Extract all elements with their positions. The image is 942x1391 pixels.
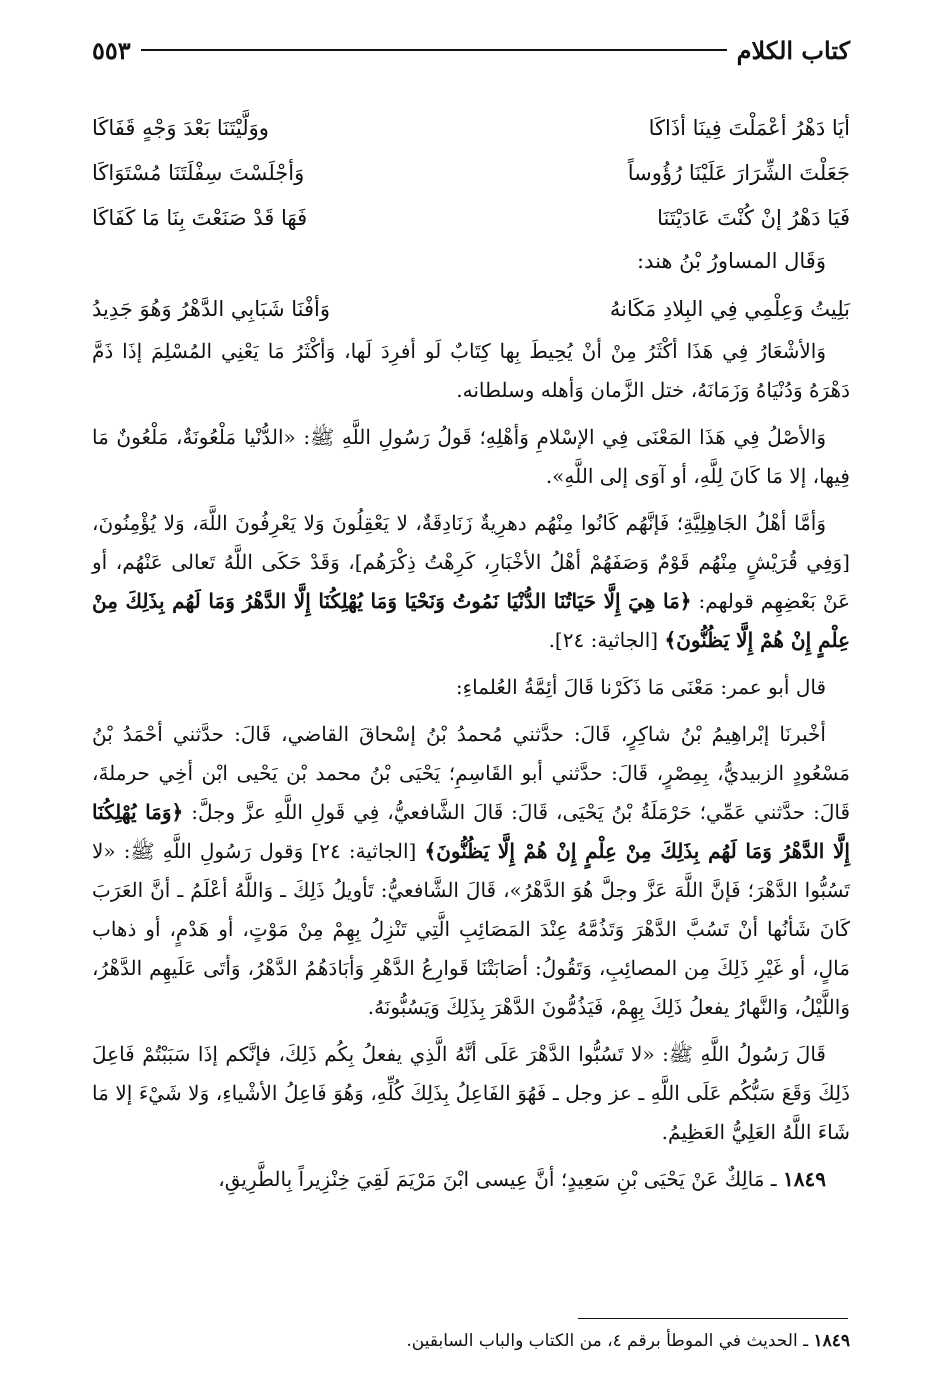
book-title: كتاب الكلام [736, 35, 850, 65]
quran-quote: ﴿مَا هِيَ إِلَّا حَيَاتُنَا الدُّنْيَا نَمُوتُ وَنَحْيَا وَمَا يُهْلِكُنَا إِلَّا الدَّهْرُ وَمَا لَهُم بِذَلِكَ مِنْ عِلْمٍ إِنْ هُمْ إِلَّا يَظُنُّونَ﴾ [92, 589, 850, 652]
verse-first-hemistich: بَلِيتُ وَعِلْمِي فِي البِلادِ مَكَانهُ [609, 297, 850, 321]
section-heading: قال أبو عمر: مَعْنَى مَا ذَكَرْنا قَالَ أئِمَّةُ العُلماءِ: [455, 675, 826, 699]
footnote-text: ـ الحديث في الموطأ برقم ٤، من الكتاب والباب السابقين. [406, 1331, 809, 1351]
footnote-number: ١٨٤٩ [813, 1331, 850, 1351]
paragraph-text: أخْبرنَا إبْراهِيمُ بْنُ شاكِرٍ، قَالَ: حدَّثني مُحمدُ بْنُ إسْحاقَ القاضي، قَالَ: حدَّثني أحْمَدُ بْنُ مَسْعُودٍ الزبيديُّ، بِمِصْرٍ، قَالَ: حدَّثني أبو القَاسِمِ؛ يَحْيَى بْنُ محمد بْن يَحْيى ابْن أخِي حرملةَ، قَالَ: حدَّثني عَمِّي؛ حَرْمَلَةُ بْنُ يَحْيَى، قَالَ: قَالَ الشَّافعيُّ، فِي قَولِ اللَّهِ عزَّ وجلَّ: [92, 722, 851, 824]
hadith-entry [92, 1160, 850, 1199]
paragraph [92, 715, 850, 1027]
verse-second-hemistich: فَهَا قَدْ صَنَعْتَ بِنَا مَا كَفَاكَا [92, 206, 308, 230]
verse-second-hemistich: ووَلَّيْتَنَا بَعْدَ وَجْهٍ قَفَاكَا [92, 116, 269, 140]
verse-second-hemistich: وَأجْلَسْتَ سِفْلَتَنَا مُسْتَوَاكَا [92, 161, 305, 185]
verse-second-hemistich: وَأفْنَا شَبَابِي الدَّهْرُ وَهُوَ جَدِيدُ [92, 297, 330, 321]
footnote-rule [578, 1318, 848, 1319]
verse-line [92, 151, 850, 196]
paragraph: قَالَ رَسُولُ اللَّهِ ﷺ: «لا تَسُبُّوا الدَّهْرَ عَلَى أنَّهُ الَّذِي يفعلُ بِكُم ذَلِكَ، فإنَّكم إذَا سَبَبْتُمْ فَاعِلَ ذَلِكَ وَقَعَ سَبُّكُم عَلَى اللَّهِ ـ عز وجل ـ فَهُوَ الفَاعِلُ بِذَلِكَ كُلِّهِ، وَهُوَ فَاعِلُ الأشْياءِ، وَلا شَيْءَ إلا مَا شَاءَ اللَّهُ العَلِيُّ العَظِيمُ. [92, 1042, 850, 1144]
header-rule [141, 49, 727, 51]
page-header [92, 30, 850, 70]
hadith-text: ـ مَالِكٌ عَنْ يَحْيَى بْنِ سَعِيدٍ؛ أنَّ عِيسى ابْنَ مَرْيَمَ لَقِيَ خِنْزِيراً بِالطَّرِيقِ، [218, 1167, 777, 1191]
quran-reference: [الجاثية: ٢٤]. [548, 628, 659, 652]
page-content [92, 106, 850, 1207]
hadith-number: ١٨٤٩ [783, 1167, 826, 1191]
quran-quote: ﴿وَمَا يُهْلِكُنَا إِلَّا الدَّهْرُ وَمَا لَهُم بِذَلِكَ مِنْ عِلْمٍ إِنْ هُمْ إِلَّا يَظُنُّونَ﴾ [92, 800, 850, 863]
footnote [92, 1326, 850, 1356]
verse-line [92, 287, 850, 332]
paragraph-text: [الجاثية: ٢٤] وَقول رَسُولِ اللَّهِ ﷺ: «لا تَسُبُّوا الدَّهْرَ؛ فَإنَّ اللَّهَ عَزَّ وجلَّ هُوَ الدَّهْرُ»، قَالَ الشَّافعيُّ: تَأويلُ ذَلِكَ ـ وَاللَّهُ أعْلَمُ ـ أنَّ العَرَبَ كَانَ شَأنُها أنْ تَسُبَّ الدَّهْرَ وَتَذُمَّهُ عِنْدَ المَصَائِبِ الَّتِي تَنْزِلُ بِهِمْ مِنْ مَوْتٍ، أو هَدْمٍ، أو ذهاب مَالٍ، أو غَيْرِ ذَلِكَ مِن المصائِبِ، وَتَقُولُ: أصَابَتْنَا قَوارِعُ الدَّهْرِ وَأبَادَهُمُ الدَّهْرُ، وَأتَى عَلَيهِم الدَّهْرُ، وَاللَّيْلُ، وَالنَّهارُ يفعلُ ذَلِكَ بِهِمْ، فَيَذُمُّونَ الدَّهْرَ بِذَلِكَ وَيَسُبُّونَهُ. [92, 839, 850, 1019]
page-number: ٥٥٣ [92, 35, 131, 65]
verse-first-hemistich: فَيَا دَهْرُ إنْ كُنْتَ عَادَيْتَنَا [657, 206, 850, 230]
verse-first-hemistich: أيَا دَهْرُ أعْمَلْتَ فِينَا أذَاكَا [648, 116, 850, 140]
verse-line [92, 106, 850, 151]
verse-first-hemistich: جَعَلْتَ الشِّرَارَ عَلَيْنَا رُؤُوساً [627, 161, 850, 185]
poet-intro: وَقَال المساورُ بْنُ هند: [637, 249, 826, 273]
paragraph: وَالأصْلُ فِي هَذَا المَعْنَى فِي الإسْلامِ وَأهْلِهِ؛ قَولُ رَسُولِ اللَّهِ ﷺ: «الدُّنْيا مَلْعُونَةٌ، مَلْعُونٌ مَا فِيها، إلا مَا كَانَ لِلَّهِ، أو آوَى إلى اللَّهِ». [92, 425, 850, 488]
paragraph [92, 504, 850, 660]
paragraph-text: وَأمَّا أهْلُ الجَاهِلِيَّةِ؛ فَإنَّهُم كَانُوا مِنْهُم دهرِيةٌ زَنَادِقَةٌ، لا يَعْقِلُونَ وَلا يَعْرِفُونَ اللَّهَ، وَلا يُؤْمِنُونَ، [وَفِي قُرَيْشٍ مِنْهُم قَوْمٌ وَصَفَهُمْ أهْلُ الأخْبَارِ، كَرِهْتُ ذِكْرَهُم]، وَقَدْ حَكَى اللَّهُ تَعالى عَنْهُم، أو عَنْ بَعْضِهِم قولهم: [92, 511, 851, 613]
verse-line [92, 196, 850, 241]
paragraph: وَالأشْعَارُ فِي هَذَا أكْثَرُ مِنْ أنْ يُحِيطَ بِها كِتَابٌ لَو أفرِدَ لَها، وَأكْثَرُ مَا يَعْنِي المُسْلِمَ إذَا ذَمَّ دَهْرَهُ وَدُنْيَاهُ وَزَمَانَهُ، ختل الزَّمان وَأهله وسلطانه. [92, 339, 850, 402]
